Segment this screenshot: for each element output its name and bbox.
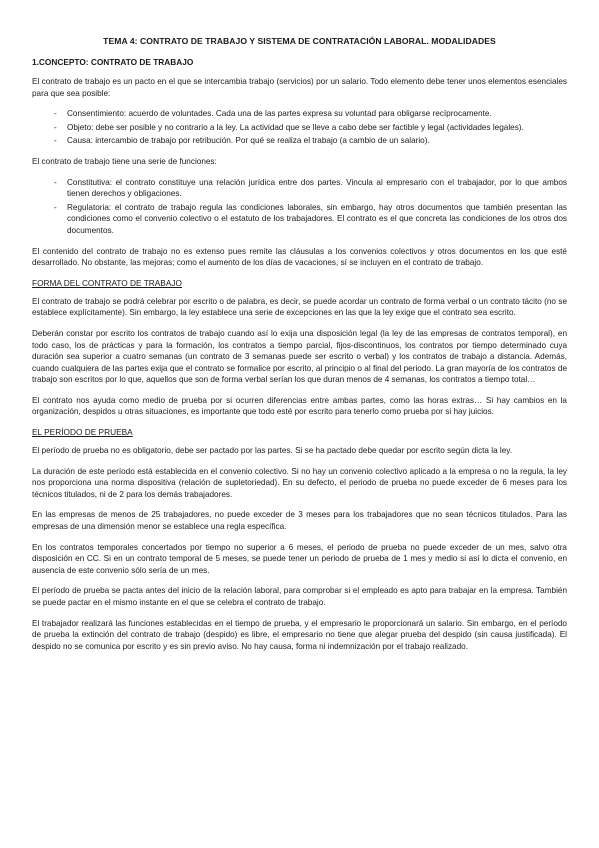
- document-title: TEMA 4: CONTRATO DE TRABAJO Y SISTEMA DE CONTRATACIÓN LABORAL. MODALIDADES: [103, 36, 496, 46]
- paragraph-trial-5: El período de prueba se pacta antes del inicio de la relación laboral, para comprobar si el empleado es apto para trabajar en la empresa. También se puede pactar en el mismo instante en el que se celebra el contrato de trabajo.: [32, 586, 567, 607]
- list-item-text: Regulatoria: el contrato de trabajo regula las condiciones laborales, sin embargo, hay otros documentos que también presentan las condiciones como el convenio colectivo o el estatuto de los trabajadores. El contrato es el que concreta las condiciones de los otros dos documentos.: [67, 202, 567, 235]
- dash-bullet: -: [54, 202, 57, 212]
- section-heading-form: FORMA DEL CONTRATO DE TRABAJO: [32, 277, 182, 288]
- list-item-text: Objeto: debe ser posible y no contrario a la ley. La actividad que se lleve a cabo debe ser factible y legal (actividades legales).: [67, 122, 524, 132]
- list-item: [32, 108, 567, 120]
- list-item: [32, 177, 567, 200]
- list-item: [32, 135, 567, 147]
- paragraph-trial-4: En los contratos temporales concertados por tiempo no superior a 6 meses, el periodo de prueba no puede exceder de un mes, salvo otra disposición en CC. Si en un contrato temporal de 5 meses, se puede tener un periodo de prueba de 1 mes y medio si así lo dicta el convenio, en ausencia de este convenio sólo sería de un mes.: [32, 542, 567, 575]
- paragraph-intro: El contrato de trabajo es un pacto en el que se intercambia trabajo (servicios) por un salario. Todo elemento debe tener unos elementos esenciales para que sea posible:: [32, 77, 567, 98]
- paragraph-trial-3: En las empresas de menos de 25 trabajadores, no puede exceder de 3 meses para los trabajadores que no sean técnicos titulados. Para las empresas de una dimensión menor se establece una regla específica.: [32, 510, 567, 532]
- dash-bullet: -: [54, 109, 57, 119]
- list-item-text: Constitutiva: el contrato constituye una relación jurídica entre dos partes. Vincula al empresario con el trabajador, por lo que ambos tienen derechos y obligaciones.: [67, 177, 567, 199]
- paragraph-trial-6: El trabajador realizará las funciones establecidas en el tiempo de prueba, y el empresario le proporcionará un salario. Sin embargo, en el período de prueba la extinción del contrato de trabajo (despido) es libre, el empresario no tiene que alegar prueba del despido (sin causa justificada). El despido no se comunica por escrito y es sin previo aviso. No hay causa, forma ni indemnización por el trabajo realizado.: [32, 618, 567, 651]
- paragraph-form-1: El contrato de trabajo se podrá celebrar por escrito o de palabra, es decir, se puede acordar un contrato de forma verbal o un contrato tácito (no se establece explícitamente). Sin embargo, la ley establece una serie de excepciones en las que la ley exige que el contrato sea escrito.: [32, 296, 567, 318]
- dash-bullet: -: [54, 136, 57, 146]
- document-page: [32, 36, 567, 661]
- section-heading-concept: 1.CONCEPTO: CONTRATO DE TRABAJO: [32, 57, 194, 67]
- list-item-text: Consentimiento: acuerdo de voluntades. Cada una de las partes expresa su voluntad para obligarse recíprocamente.: [67, 109, 492, 119]
- list-item-text: Causa: intercambio de trabajo por retribución. Por qué se realiza el trabajo (a cambio de un salario).: [67, 136, 430, 146]
- paragraph-trial-2: La duración de este período está establecida en el convenio colectivo. Si no hay un convenio colectivo aplicado a la empresa o no la regula, la ley nos proporciona una norma dispositiva (relación de supletoriedad). En su defecto, el periodo de prueba no puede exceder de 6 meses para los técnicos titulados, ni de 2 para los demás trabajadores.: [32, 466, 567, 499]
- dash-bullet: -: [54, 177, 57, 187]
- list-item: [32, 122, 567, 134]
- list-item: [32, 202, 567, 237]
- functions-list: [32, 177, 567, 237]
- section-heading-trial: EL PERÍODO DE PRUEBA: [32, 427, 133, 438]
- paragraph-trial-1: El período de prueba no es obligatorio, debe ser pactado por las partes. Si se ha pactado debe quedar por escrito según dicta la ley.: [32, 446, 513, 456]
- dash-bullet: -: [54, 122, 57, 132]
- paragraph-content: El contenido del contrato de trabajo no es extenso pues remite las cláusulas a los convenios colectivos y otros documentos en los que esté desarrollado. No obstante, las mejoras; como el aumento de los días de vacaciones, sí se incluyen en el contrato de trabajo.: [32, 246, 567, 268]
- paragraph-functions-intro: El contrato de trabajo tiene una serie de funciones:: [32, 156, 217, 166]
- paragraph-form-2: Deberán constar por escrito los contratos de trabajo cuando así lo exija una disposición legal (la ley de las empresas de contratos temporal), en todo caso, los de prácticas y para la formación, los contratos a tiempo parcial, fijos-discontinuos, los contratos por tiempo determinado cuya duración sea superior a cuatro semanas (un contrato de 3 semanas puede ser escrito o verbal) y los contratos de trabajo a distancia. Además, cuando cualquiera de las partes exija que el contrato se formalice por escrito, al principio o al final del periodo. La gran mayoría de los contratos de trabajo son escritos por lo que, aquellos que son de forma verbal serían los que duran menos de 4 semanas, los contratos a tiempo total…: [32, 328, 567, 385]
- paragraph-form-3: El contrato nos ayuda como medio de prueba por si ocurren diferencias entre ambas partes, como las horas extras… Si hay cambios en la organización, despidos u otras situaciones, es importante que todo esté por escrito para tenerlo como prueba por si hay juicios.: [32, 395, 567, 417]
- elements-list: [32, 108, 567, 147]
